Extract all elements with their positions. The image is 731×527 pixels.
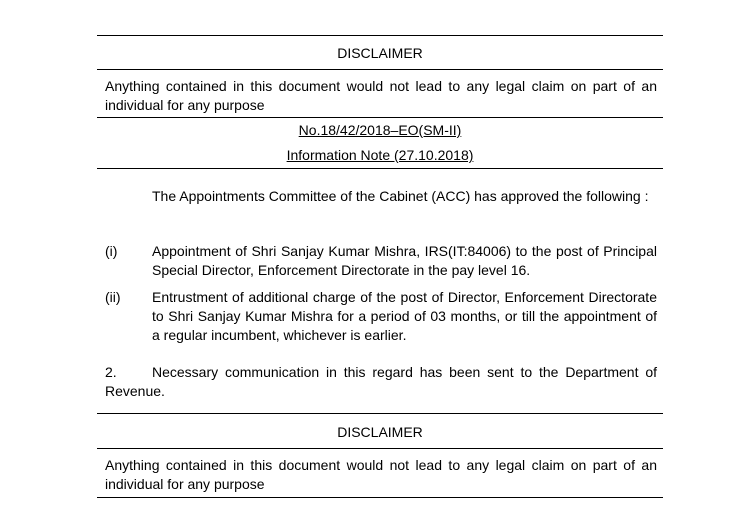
item-text-i: Appointment of Shri Sanjay Kumar Mishra, IRS(IT:84006) to the post of Principal Special Director, Enforcement Directorate in the pay level 16. [152, 243, 657, 278]
intro-paragraph: The Appointments Committee of the Cabinet (ACC) has approved the following : [152, 188, 649, 204]
header-end-rule [97, 168, 663, 169]
paragraph-2-number: 2. [105, 364, 117, 380]
information-note-page [97, 0, 663, 527]
information-note-row [97, 146, 663, 164]
reference-number: No.18/42/2018–EO(SM-II) [298, 122, 462, 138]
disclaimer-end-rule-bottom [97, 497, 663, 498]
disclaimer-heading-top: DISCLAIMER [337, 45, 423, 61]
item-marker-i: (i) [105, 243, 118, 259]
reference-number-row [97, 121, 663, 139]
item-marker-ii: (ii) [105, 289, 121, 305]
disclaimer-divider-bottom [97, 448, 663, 449]
item-text-ii: Entrustment of additional charge of the post of Director, Enforcement Directorate to Shri Sanjay Kumar Mishra for a period of 03 months, or till the appointment of a regular incumbent, whichever is earlier. [152, 289, 657, 343]
information-note-title: Information Note (27.10.2018) [286, 147, 474, 163]
paragraph-2-text: Necessary communication in this regard has been sent to the Department of Revenue. [105, 364, 657, 399]
disclaimer-text-bottom: Anything contained in this document would not lead to any legal claim on part of an individual for any purpose [105, 457, 657, 492]
disclaimer-text-top: Anything contained in this document would not lead to any legal claim on part of an individual for any purpose [105, 78, 657, 113]
disclaimer-end-rule-top [97, 117, 663, 118]
bottom-rule [97, 413, 663, 414]
top-rule [97, 35, 663, 36]
disclaimer-heading-bottom: DISCLAIMER [337, 424, 423, 440]
disclaimer-divider-top [97, 69, 663, 70]
